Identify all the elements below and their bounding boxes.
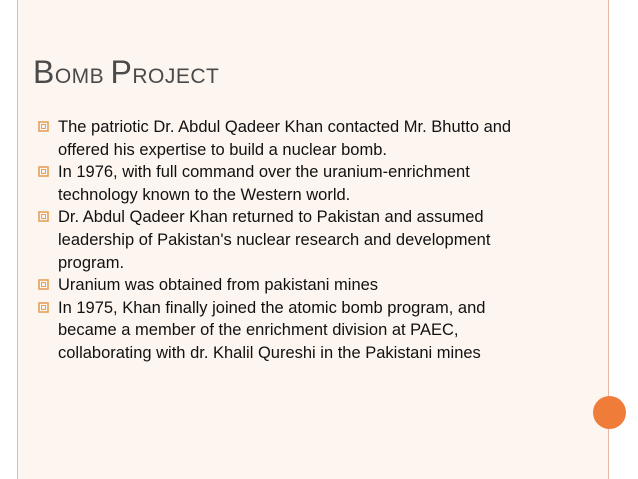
bullet-item [38, 161, 558, 206]
bullet-item [38, 116, 558, 161]
bullet-text: Dr. Abdul Qadeer Khan returned to Pakistan and assumed leadership of Pakistan's nuclear research and development program. [58, 208, 491, 272]
hollow-square-bullet-icon [38, 302, 49, 313]
bullet-text: In 1976, with full command over the uranium-enrichment technology known to the Western world. [58, 163, 470, 204]
title-part: OMB [54, 65, 111, 88]
slide-title [33, 55, 219, 94]
hollow-square-bullet-icon [38, 211, 49, 222]
title-part: B [33, 54, 55, 90]
hollow-square-bullet-icon [38, 121, 49, 132]
bullet-text: In 1975, Khan finally joined the atomic bomb program, and became a member of the enrichment division at PAEC, collaborating with dr. Khalil Qureshi in the Pakistani mines [58, 298, 486, 362]
bullet-item [38, 274, 558, 297]
bullet-text: Uranium was obtained from pakistani mines [58, 276, 379, 295]
title-part: ROJECT [132, 65, 220, 88]
hollow-square-bullet-icon [38, 279, 49, 290]
title-part: P [110, 54, 133, 90]
bullet-text: The patriotic Dr. Abdul Qadeer Khan contacted Mr. Bhutto and offered his expertise to build a nuclear bomb. [58, 118, 512, 159]
bullet-item [38, 206, 558, 274]
bullet-list [38, 116, 558, 365]
accent-circle [593, 396, 626, 429]
bullet-item [38, 297, 558, 365]
hollow-square-bullet-icon [38, 166, 49, 177]
